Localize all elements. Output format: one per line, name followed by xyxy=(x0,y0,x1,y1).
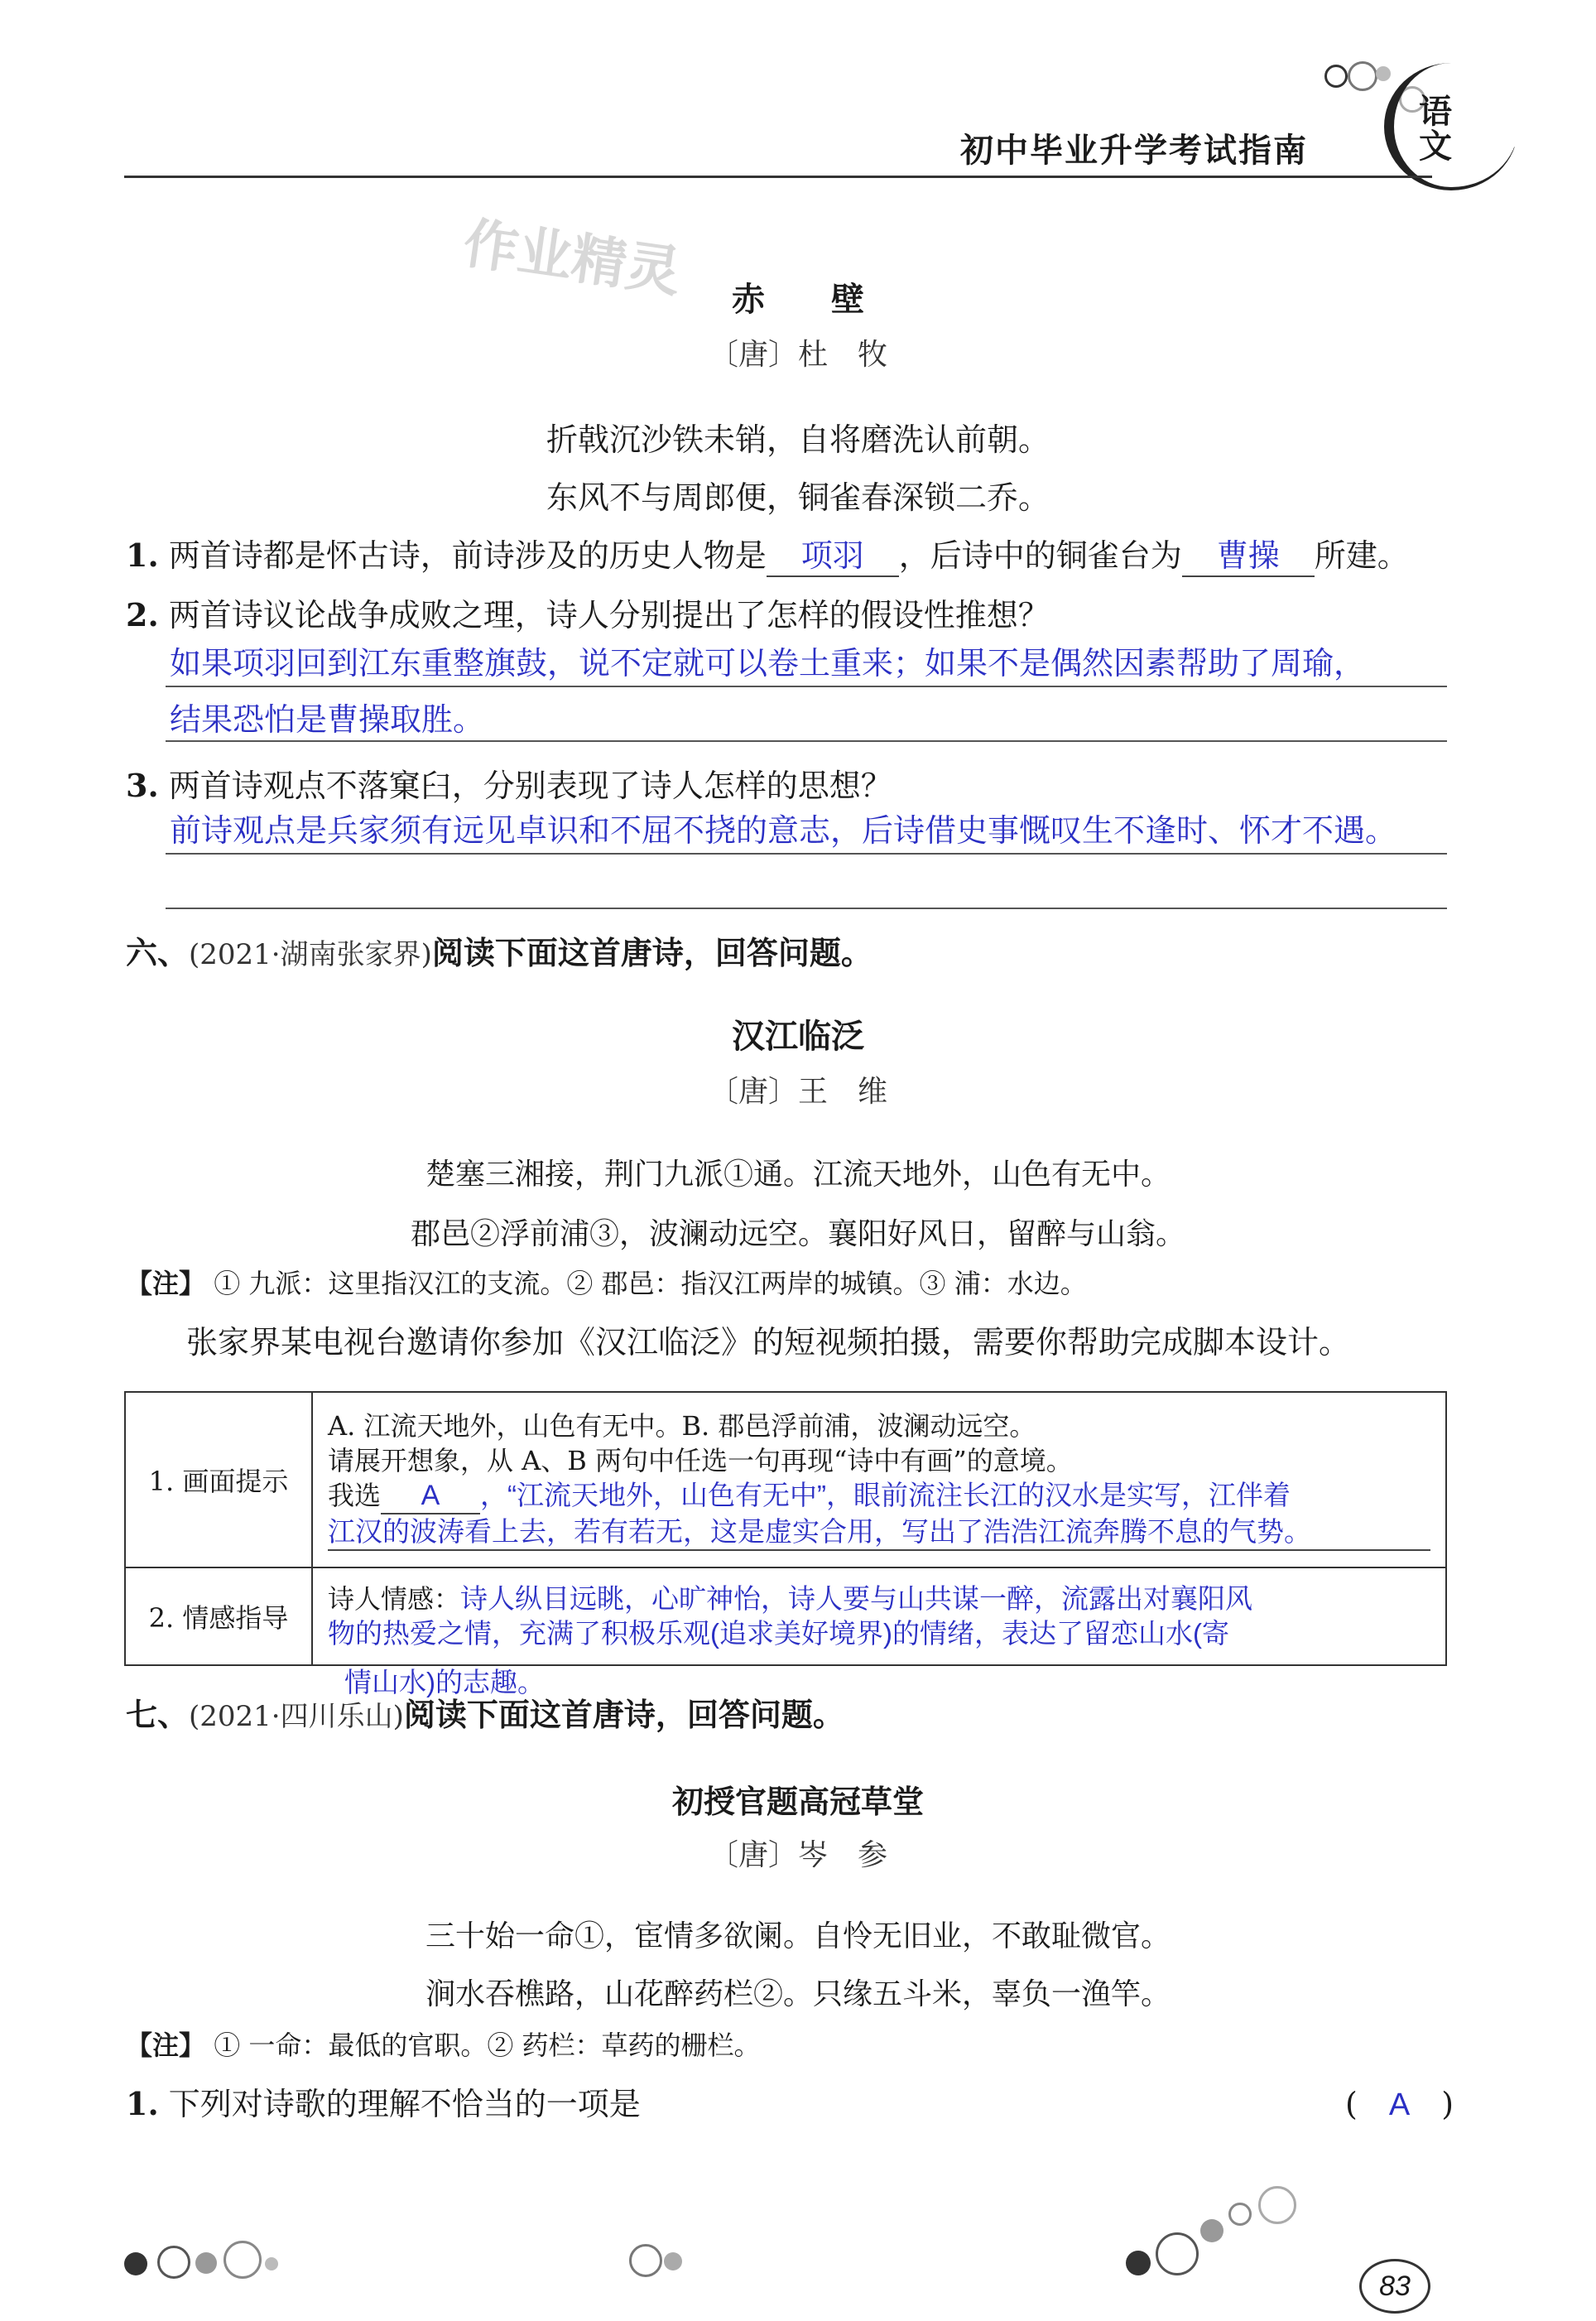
header-title: 初中毕业升学考试指南 xyxy=(960,131,1308,170)
row-content xyxy=(312,1392,1446,1567)
section-7-question-1 xyxy=(126,2078,641,2124)
answer-blank-2[interactable]: 曹操 xyxy=(1182,530,1315,577)
answer-rule xyxy=(166,908,1447,909)
script-design-table xyxy=(124,1391,1447,1666)
row1-choose xyxy=(328,1478,1430,1514)
paren-open: ( xyxy=(1345,2086,1389,2122)
poem3-author: 〔唐〕岑 参 xyxy=(708,1838,887,1872)
poem1-title: 赤 壁 xyxy=(732,281,864,319)
section-instruction: 阅读下面这首唐诗，回答问题。 xyxy=(403,1696,844,1733)
row-content xyxy=(312,1567,1446,1665)
question-text: ，后诗中的铜雀台为 xyxy=(898,537,1182,574)
row2-answer: 诗人纵目远眺，心旷神怡，诗人要与山共谋一醉，流露出对襄阳风 xyxy=(460,1583,1253,1614)
subject-label: 语文 xyxy=(1419,92,1452,166)
section-7-note xyxy=(126,2025,761,2063)
note-text: ① 九派：这里指汉江的支流。② 郡邑：指汉江两岸的城镇。③ 浦：水边。 xyxy=(214,1268,1087,1299)
note-label: 【注】 xyxy=(126,1268,206,1299)
row2-answer: 物的热爱之情，充满了积极乐观(追求美好境界)的情绪，表达了留恋山水(寄 xyxy=(328,1618,1229,1649)
poem2-line: 郡邑②浮前浦③，波澜动远空。襄阳好风日，留醉与山翁。 xyxy=(410,1217,1185,1251)
question-text: 两首诗都是怀古诗，前诗涉及的历史人物是 xyxy=(168,537,767,574)
question-text: 两首诗议论战争成败之理，诗人分别提出了怎样的假设性推想？ xyxy=(168,597,1050,633)
section-6-note xyxy=(126,1263,1087,1301)
emotion-prefix: 诗人情感： xyxy=(328,1583,461,1615)
poem1-line: 折戟沉沙铁未销，自将磨洗认前朝。 xyxy=(546,421,1050,458)
choice-blank[interactable]: A xyxy=(381,1478,480,1514)
question-number: 2. xyxy=(126,596,159,633)
section-source: (2021·湖南张家界) xyxy=(189,938,432,971)
section-6-task: 张家界某电视台邀请你参加《汉江临泛》的短视频拍摄，需要你帮助完成脚本设计。 xyxy=(186,1324,1351,1360)
row1-answer: ，“江流天地外，山色有无中”，眼前流注长江的汉水是实写，江伴着 xyxy=(480,1480,1291,1510)
row1-line: A. 江流天地外，山色有无中。B. 郡邑浮前浦，波澜动远空。 xyxy=(328,1410,1036,1442)
question-number: 1. xyxy=(126,2085,159,2122)
table-row xyxy=(125,1567,1446,1665)
footer-dot-decoration xyxy=(116,2153,1407,2294)
page-number-badge xyxy=(1359,2259,1430,2314)
question-number: 1. xyxy=(126,537,159,574)
poem3-title: 初授官题高冠草堂 xyxy=(671,1784,924,1820)
section-label: 六、 xyxy=(126,934,190,971)
section-label: 七、 xyxy=(126,1696,190,1733)
question-text: 所建。 xyxy=(1314,537,1409,574)
question-1 xyxy=(126,530,1409,577)
row-label: 1. 画面提示 xyxy=(125,1392,312,1567)
answer-rule xyxy=(166,686,1447,687)
choose-prefix: 我选 xyxy=(328,1480,382,1511)
poem2-line: 楚塞三湘接，荆门九派①通。江流天地外，山色有无中。 xyxy=(425,1158,1171,1192)
question-3 xyxy=(126,760,892,806)
note-label: 【注】 xyxy=(126,2030,206,2061)
question-text: 两首诗观点不落窠臼，分别表现了诗人怎样的思想？ xyxy=(168,768,892,804)
row2-answer-overflow: 情山水)的志趣。 xyxy=(344,1667,545,1697)
row1-line: 请展开想象，从 A、B 两句中任选一句再现“诗中有画”的意境。 xyxy=(328,1445,1073,1476)
page-number: 83 xyxy=(1379,2270,1411,2302)
question-number: 3. xyxy=(126,767,159,804)
row2-line xyxy=(328,1582,1430,1616)
note-text: ① 一命：最低的官职。② 药栏：草药的栅栏。 xyxy=(214,2030,761,2061)
paren-close: ) xyxy=(1410,2086,1454,2122)
row-label: 2. 情感指导 xyxy=(125,1567,312,1665)
poem3-line: 三十始一命①，宦情多欲阑。自怜无旧业，不敢耻微官。 xyxy=(425,1919,1171,1953)
poem2-title: 汉江临泛 xyxy=(732,1018,864,1056)
question-2 xyxy=(126,590,1050,635)
poem3-line: 涧水吞樵路，山花醉药栏②。只缘五斗米，辜负一渔竿。 xyxy=(425,1977,1171,2011)
answer-blank-1[interactable]: 项羽 xyxy=(767,530,899,577)
answer-rule xyxy=(166,853,1447,855)
section-7-heading xyxy=(126,1689,844,1735)
section-source: (2021·四川乐山) xyxy=(189,1700,404,1733)
poem1-author: 〔唐〕杜 牧 xyxy=(708,338,887,372)
section-instruction: 阅读下面这首唐诗，回答问题。 xyxy=(431,934,873,971)
answer-line: 前诗观点是兵家须有远见卓识和不屈不挠的意志，后诗借史事慨叹生不逢时、怀才不遇。 xyxy=(170,814,1397,849)
table-row xyxy=(125,1392,1446,1567)
row1-answer: 江汉的波涛看上去，若有若无，这是虚实合用，写出了浩浩江流奔腾不息的气势。 xyxy=(328,1514,1430,1551)
answer-line: 结果恐怕是曹操取胜。 xyxy=(170,703,485,738)
choice-answer: A xyxy=(1388,2087,1411,2122)
answer-line: 如果项羽回到江东重整旗鼓，说不定就可以卷土重来；如果不是偶然因素帮助了周瑜， xyxy=(170,647,1366,681)
answer-paren[interactable] xyxy=(1345,2078,1454,2124)
subject-badge xyxy=(1384,63,1518,190)
poem1-line: 东风不与周郎便，铜雀春深锁二乔。 xyxy=(546,479,1050,516)
watermark: 作业精灵 xyxy=(459,211,685,303)
section-6-heading xyxy=(126,927,873,973)
header-rule xyxy=(124,176,1432,178)
poem2-author: 〔唐〕王 维 xyxy=(708,1075,887,1109)
question-text: 下列对诗歌的理解不恰当的一项是 xyxy=(168,2086,641,2122)
answer-rule xyxy=(166,740,1447,742)
